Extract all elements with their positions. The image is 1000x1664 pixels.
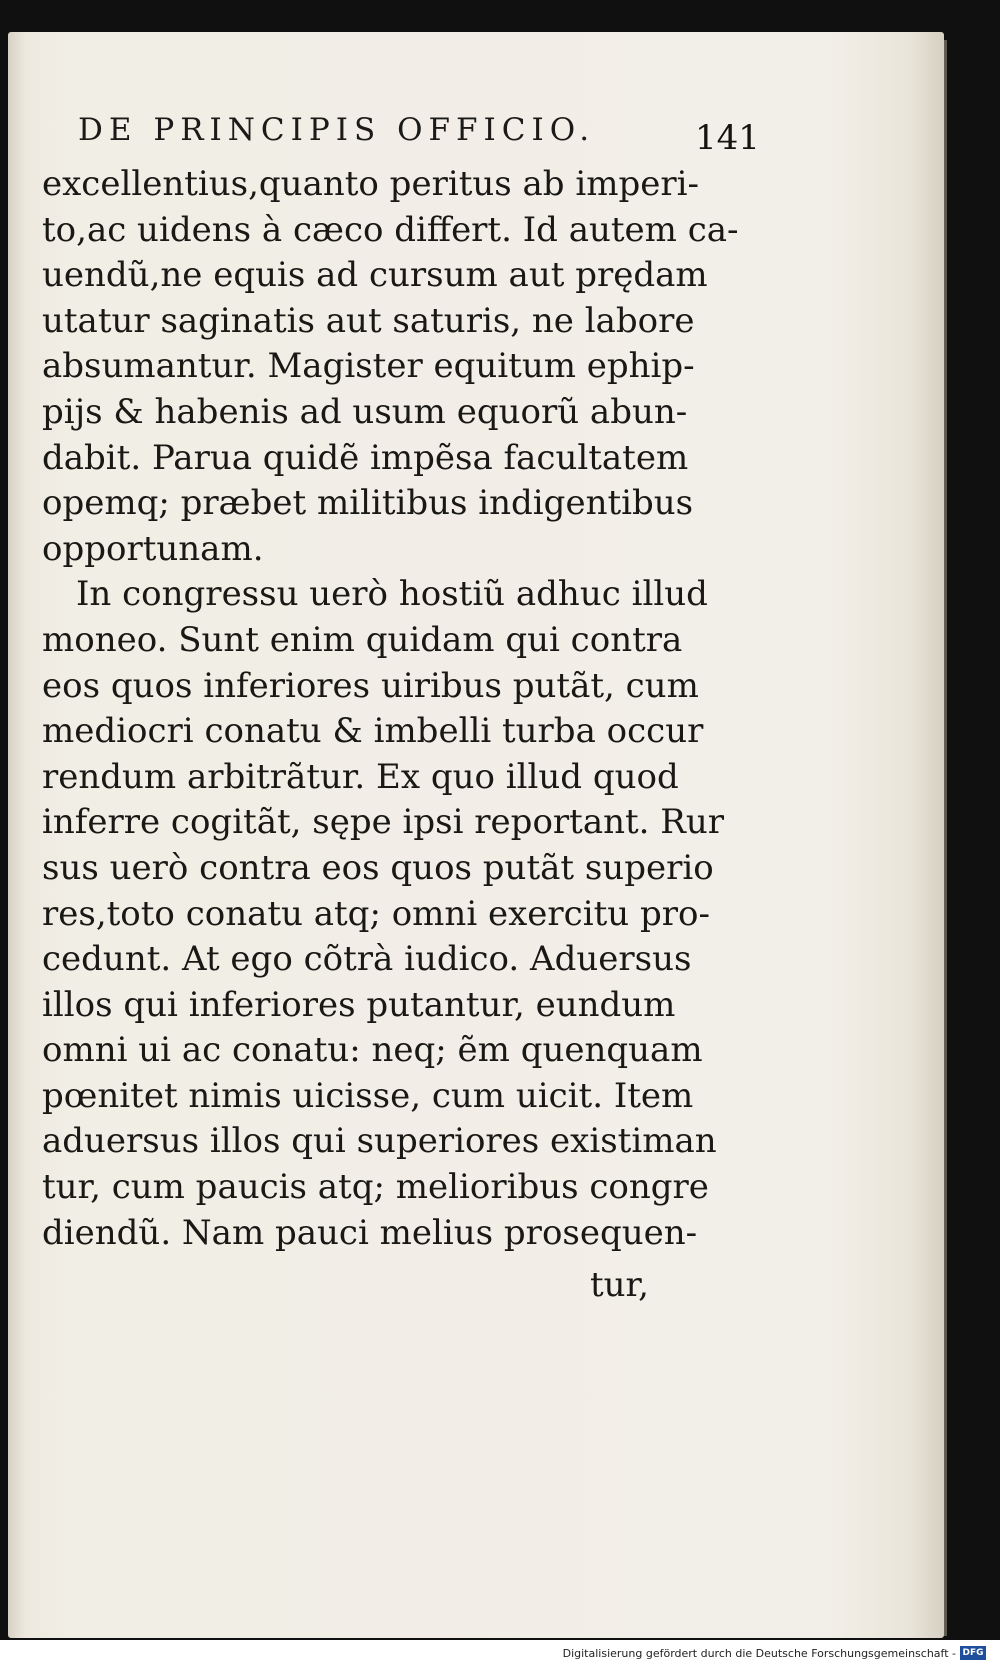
paragraph-start-line: In congressu uerò hostiũ adhuc illud	[76, 574, 708, 615]
text-line: res,toto conatu atq; omni exercitu pro-	[42, 893, 710, 934]
text-line: mediocri conatu & imbelli turba occur	[42, 711, 704, 752]
text-line: opportunam.	[42, 528, 264, 569]
text-line: rendum arbitrãtur. Ex quo illud quod	[42, 756, 679, 797]
text-line: excellentius,quanto peritus ab imperi-	[42, 164, 699, 204]
text-line: to,ac uidens à cæco differt. Id autem ca-	[42, 209, 739, 250]
text-line: moneo. Sunt enim quidam qui contra	[42, 619, 683, 660]
running-title: DE PRINCIPIS OFFICIO.	[78, 112, 596, 148]
text-line: inferre cogitãt, sępe ipsi reportant. Rur	[42, 802, 725, 843]
text-line: omni ui ac conatu: neq; ẽm quenquam	[42, 1030, 703, 1071]
text-line: eos quos inferiores uiribus putãt, cum	[42, 665, 699, 706]
text-line: dabit. Parua quidẽ impẽsa facultatem	[42, 437, 689, 478]
catchword: tur,	[590, 1265, 649, 1305]
text-line: cedunt. At ego cõtrà iudico. Aduersus	[42, 939, 692, 980]
text-line: illos qui inferiores putantur, eundum	[42, 984, 676, 1025]
text-line: pijs & habenis ad usum equorũ abun-	[42, 391, 688, 432]
text-line: tur, cum paucis atq; melioribus congre	[42, 1167, 709, 1208]
text-line: sus uerò contra eos quos putãt superio	[42, 847, 714, 888]
text-line: uendũ,ne equis ad cursum aut prędam	[42, 255, 708, 296]
funding-credit: Digitalisierung gefördert durch die Deutsche Forschungsgemeinschaft -	[562, 1647, 956, 1660]
text-line: diendũ. Nam pauci melius prosequen-	[42, 1212, 698, 1253]
text-line: utatur saginatis aut saturis, ne labore	[42, 300, 695, 341]
text-line: pœnitet nimis uicisse, cum uicit. Item	[42, 1075, 694, 1116]
text-line: aduersus illos qui superiores existiman	[42, 1121, 717, 1162]
dfg-logo: DFG	[960, 1646, 986, 1660]
page-number: 141	[695, 118, 760, 158]
text-line: absumantur. Magister equitum ephip-	[42, 346, 695, 387]
text-line: opemq; præbet militibus indigentibus	[42, 483, 694, 524]
body-text	[42, 162, 739, 1256]
